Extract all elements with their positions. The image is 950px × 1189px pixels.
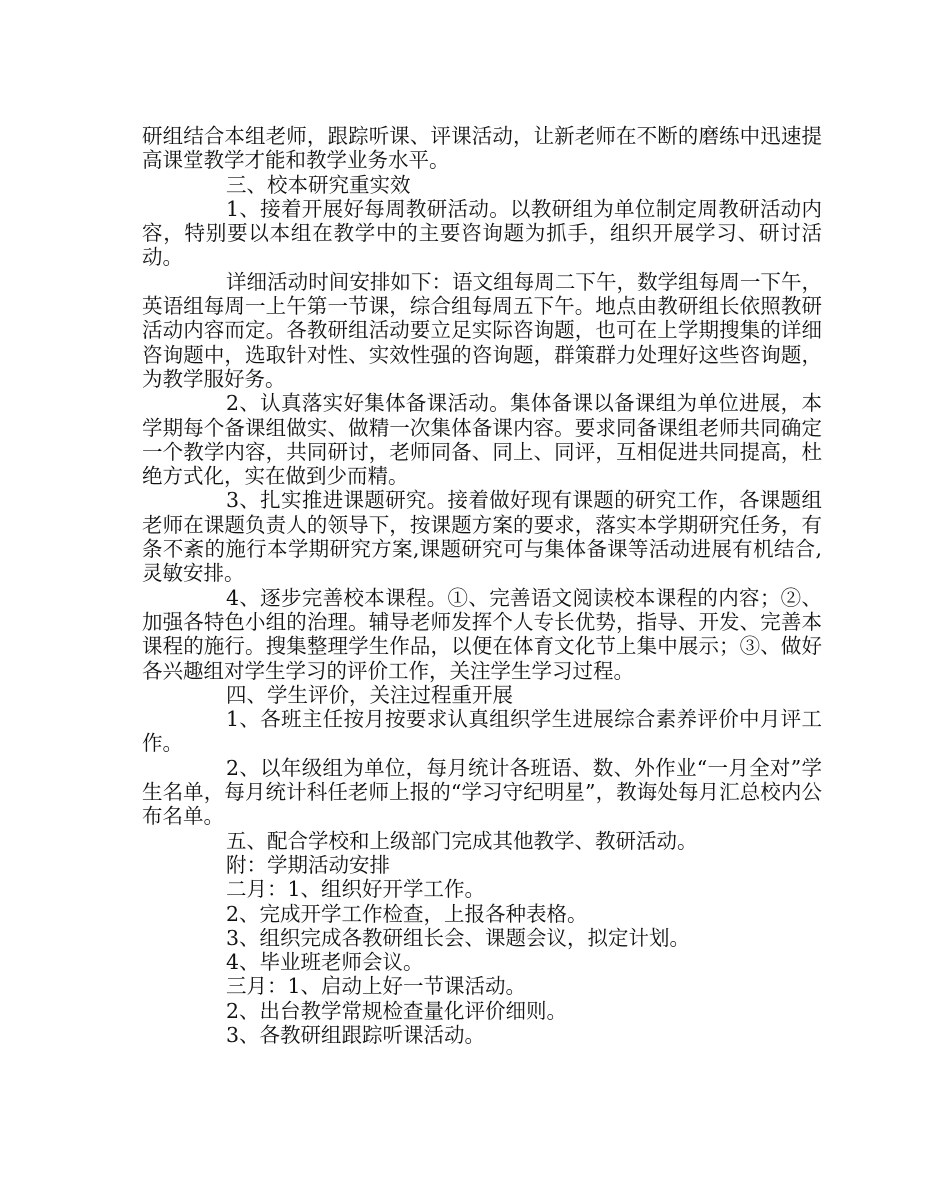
schedule-item: 2、出台教学常规检查量化评价细则。: [226, 998, 568, 1023]
schedule-item: 3、组织完成各教研组长会、课题会议，拟定计划。: [226, 925, 691, 950]
section-heading-3: 三、校本研究重实效: [226, 172, 411, 197]
paragraph-3-4: 4、逐步完善校本课程。①、完善语文阅读校本课程的内容；②、加强各特色小组的治理。辅导老师发挥个人专长优势，指导、开发、完善本课程的施行。搜集整理学生作品，以便在体育文化节上集中展示；③、做好各兴趣组对学生学习的评价工作，关注学生学习过程。: [142, 585, 822, 683]
paragraph-4-1: 1、各班主任按月按要求认真组织学生进展综合素养评价中月评工作。: [142, 707, 822, 756]
schedule-item: 3、各教研组跟踪听课活动。: [226, 1022, 486, 1047]
schedule-item: 4、毕业班老师会议。: [226, 950, 424, 975]
paragraph-3-1: 1、接着开展好每周教研活动。以教研组为单位制定周教研活动内容，特别要以本组在教学中的主要咨询题为抓手，组织开展学习、研讨活动。: [142, 196, 822, 270]
paragraph-schedule-detail: 详细活动时间安排如下：语文组每周二下午，数学组每周一下午，英语组每周一上午第一节课，综合组每周五下午。地点由教研组长依照教研活动内容而定。各教研组活动要立足实际咨询题，也可在上学期搜集的详细咨询题中，选取针对性、实效性强的咨询题，群策群力处理好这些咨询题，为教学服好务。: [142, 269, 822, 391]
section-heading-5: 五、配合学校和上级部门完成其他教学、教研活动。: [226, 828, 698, 853]
document-page: [142, 124, 822, 1047]
schedule-item: 2、完成开学工作检查，上报各种表格。: [226, 901, 588, 926]
appendix-heading: 附：学期活动安排: [226, 852, 390, 877]
schedule-item: 二月：1、组织好开学工作。: [226, 877, 486, 902]
paragraph-4-2: 2、以年级组为单位，每月统计各班语、数、外作业“一月全对”学生名单，每月统计科任老师上报的“学习守纪明星”，教诲处每月汇总校内公布名单。: [142, 755, 822, 829]
schedule-item: 三月：1、启动上好一节课活动。: [226, 974, 527, 999]
paragraph-3-2: 2、认真落实好集体备课活动。集体备课以备课组为单位进展，本学期每个备课组做实、做精一次集体备课内容。要求同备课组老师共同确定一个教学内容，共同研讨，老师同备、同上、同评，互相促进共同提高，杜绝方式化，实在做到少而精。: [142, 391, 822, 489]
section-heading-4: 四、学生评价，关注过程重开展: [226, 682, 513, 707]
paragraph-1: 研组结合本组老师，跟踪听课、评课活动，让新老师在不断的磨练中迅速提高课堂教学才能和教学业务水平。: [142, 124, 822, 173]
paragraph-3-3: 3、扎实推进课题研究。接着做好现有课题的研究工作，各课题组老师在课题负责人的领导下，按课题方案的要求，落实本学期研究任务，有条不紊的施行本学期研究方案,课题研究可与集体备课等活动进展有机结合,灵敏安排。: [142, 488, 822, 586]
